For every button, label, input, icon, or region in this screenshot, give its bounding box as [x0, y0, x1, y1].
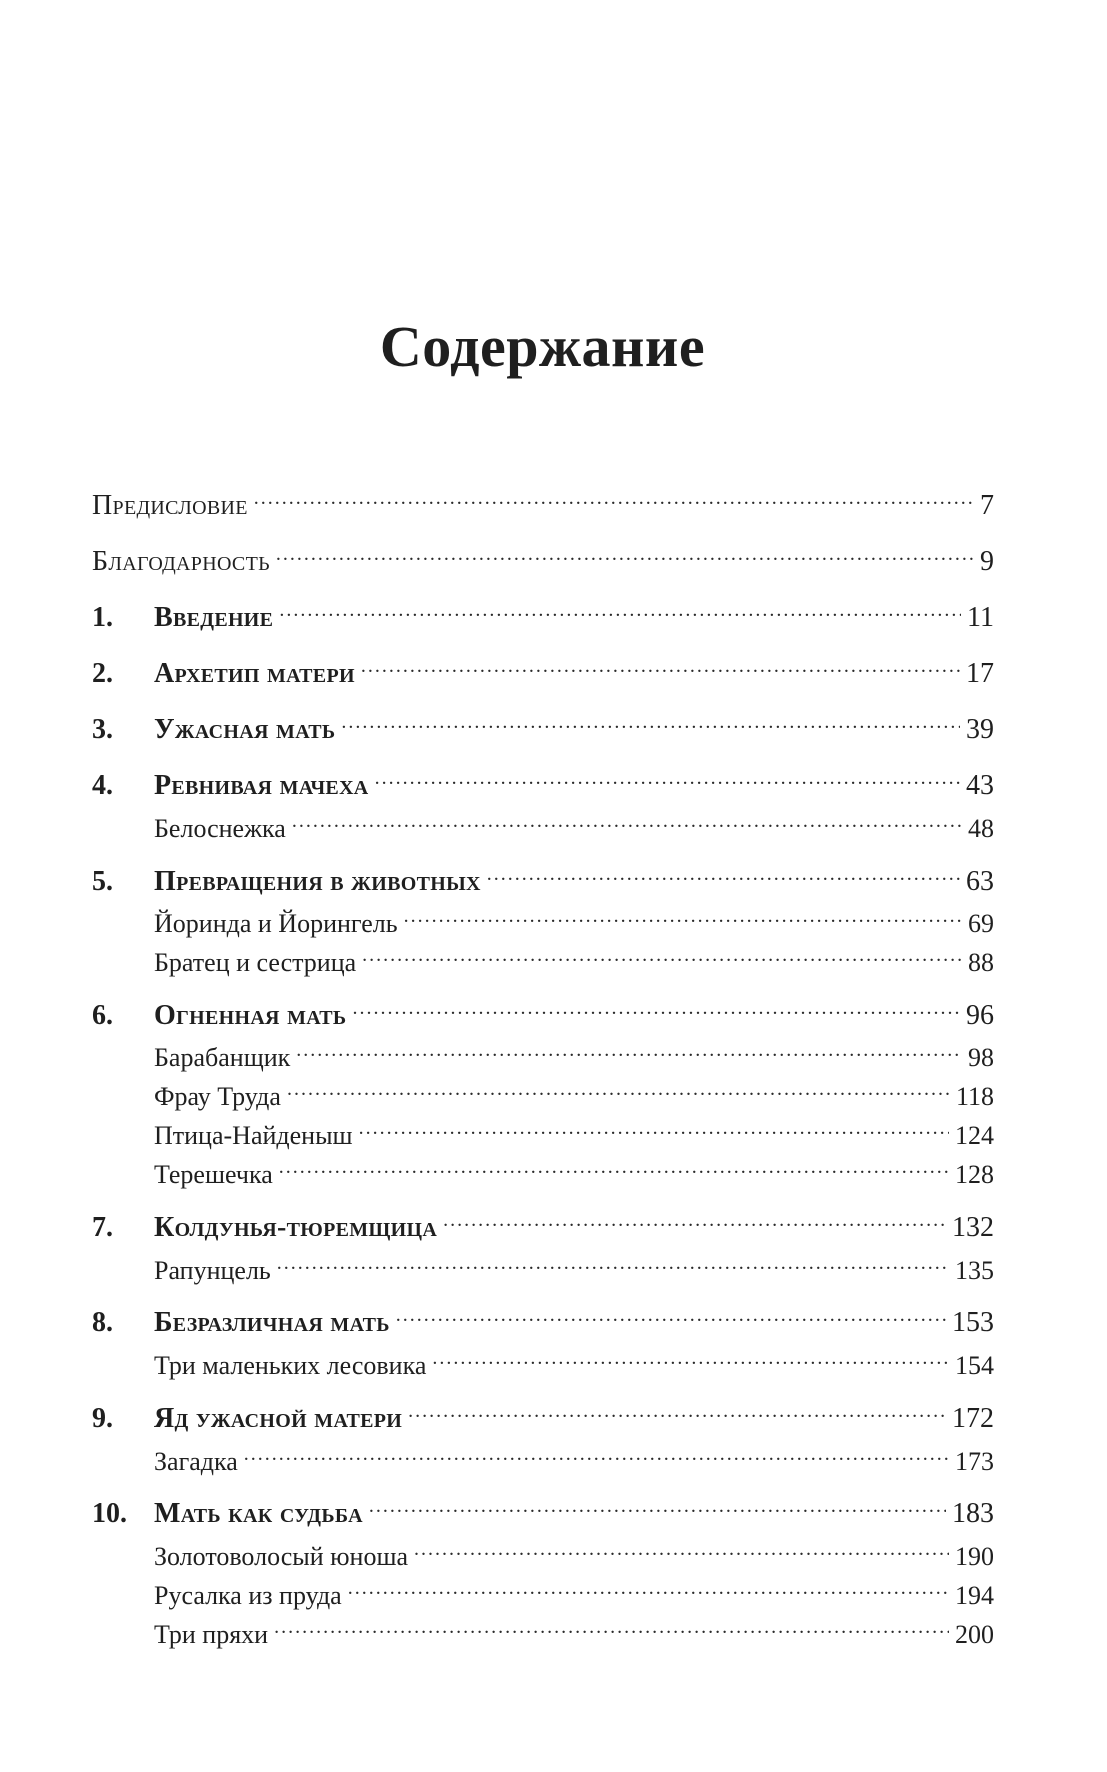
toc-leader: [279, 1149, 949, 1183]
toc-subentry[interactable]: [92, 1340, 994, 1383]
toc-entry-page: 88: [968, 948, 994, 977]
toc-entry[interactable]: [92, 1488, 994, 1531]
page-title: Содержание: [379, 314, 706, 379]
toc-entry-page: 132: [952, 1212, 994, 1243]
toc-subentry[interactable]: [92, 1071, 994, 1114]
toc-entry[interactable]: [92, 536, 994, 579]
toc-entry-number: 8.: [92, 1307, 113, 1338]
toc-subentry[interactable]: [92, 1436, 994, 1479]
toc-entry-page: 43: [966, 770, 994, 801]
toc-leader: [277, 1245, 949, 1279]
toc-entry-number: 1.: [92, 602, 113, 633]
toc-entry-page: 183: [952, 1498, 994, 1529]
toc-entry[interactable]: [92, 648, 994, 691]
toc-subentry[interactable]: [92, 1149, 994, 1192]
toc-entry-label: Колдунья-тюремщица: [154, 1212, 438, 1243]
toc-leader: [287, 1071, 950, 1105]
toc-entry-label: Золотоволосый юноша: [154, 1542, 409, 1571]
toc-entry-label: Загадка: [154, 1447, 238, 1476]
toc-entry-page: 39: [966, 714, 994, 745]
toc-leader: [487, 856, 960, 890]
toc-entry-label: Архетип матери: [154, 658, 355, 689]
toc-subentry[interactable]: [92, 1609, 994, 1652]
toc-leader: [432, 1340, 949, 1374]
toc-leader: [396, 1297, 946, 1331]
toc-entry-page: 153: [952, 1307, 994, 1338]
toc-entry-page: 190: [955, 1542, 994, 1571]
toc-entry-page: 69: [968, 909, 994, 938]
toc-entry-label: Русалка из пруда: [154, 1581, 342, 1610]
toc-entry-page: 172: [952, 1403, 994, 1434]
toc-entry-page: 173: [955, 1447, 994, 1476]
toc-leader: [244, 1436, 949, 1470]
toc-entry-label: Введение: [154, 602, 274, 633]
toc-entry-page: 9: [980, 546, 994, 577]
toc-subentry[interactable]: [92, 898, 994, 941]
toc-leader: [348, 1570, 949, 1604]
toc-leader: [414, 1531, 949, 1565]
toc-subentry[interactable]: [92, 1570, 994, 1613]
toc-entry[interactable]: [92, 1202, 994, 1245]
toc-leader: [359, 1110, 949, 1144]
toc-leader: [369, 1488, 946, 1522]
toc-leader: [296, 1032, 962, 1066]
toc-entry-label: Йоринда и Йорингель: [154, 909, 398, 938]
toc-entry-label: Белоснежка: [154, 814, 286, 843]
toc-entry-number: 6.: [92, 1000, 113, 1031]
toc-entry-label: Яд ужасной матери: [154, 1403, 403, 1434]
toc-leader: [443, 1202, 946, 1236]
toc-entry-number: 9.: [92, 1403, 113, 1434]
toc-leader: [276, 536, 974, 570]
toc-entry[interactable]: [92, 760, 994, 803]
toc-subentry[interactable]: [92, 1110, 994, 1153]
toc-entry-label: Мать как судьба: [154, 1498, 363, 1529]
toc-leader: [361, 648, 960, 682]
toc-entry-label: Предисловие: [92, 490, 248, 521]
toc-leader: [341, 704, 960, 738]
toc-entry-label: Ревнивая мачеха: [154, 770, 369, 801]
toc-entry-label: Превращения в животных: [154, 866, 481, 897]
toc-subentry[interactable]: [92, 1245, 994, 1288]
toc-entry-page: 7: [980, 490, 994, 521]
toc-entry-number: 7.: [92, 1212, 113, 1243]
toc-entry-page: 128: [955, 1160, 994, 1189]
toc-entry-label: Безразличная мать: [154, 1307, 390, 1338]
toc-leader: [408, 1393, 946, 1427]
toc-entry[interactable]: [92, 1297, 994, 1340]
toc-entry[interactable]: [92, 480, 994, 523]
toc-leader: [404, 898, 962, 932]
toc-entry-number: 5.: [92, 866, 113, 897]
toc-subentry[interactable]: [92, 937, 994, 980]
toc-entry-page: 118: [955, 1082, 994, 1111]
toc-entry-label: Терешечка: [154, 1160, 273, 1189]
toc-entry[interactable]: [92, 856, 994, 899]
toc-entry-label: Три пряхи: [154, 1620, 269, 1649]
toc-entry-page: 96: [966, 1000, 994, 1031]
toc-entry-label: Барабанщик: [154, 1043, 291, 1072]
toc-leader: [254, 480, 974, 514]
toc-leader: [279, 592, 961, 626]
toc-entry-label: Три маленьких лесовика: [154, 1351, 427, 1380]
toc-subentry[interactable]: [92, 1032, 994, 1075]
toc-entry-label: Братец и сестрица: [154, 948, 357, 977]
toc-entry-label: Рапунцель: [154, 1256, 271, 1285]
toc-entry-page: 17: [966, 658, 994, 689]
toc-entry-number: 4.: [92, 770, 113, 801]
toc-entry-label: Ужасная мать: [154, 714, 336, 745]
toc-entry-number: 10.: [92, 1498, 127, 1529]
toc-entry[interactable]: [92, 990, 994, 1033]
toc-subentry[interactable]: [92, 803, 994, 846]
toc-entry-label: Огненная мать: [154, 1000, 347, 1031]
toc-entry-page: 154: [955, 1351, 994, 1380]
toc-leader: [292, 803, 962, 837]
toc-leader: [274, 1609, 949, 1643]
toc-entry-page: 11: [967, 602, 994, 633]
toc-entry-page: 200: [955, 1620, 994, 1649]
toc-entry-label: Птица-Найденыш: [154, 1121, 353, 1150]
toc-entry-number: 3.: [92, 714, 113, 745]
toc-entry-page: 135: [955, 1256, 994, 1285]
toc-entry-page: 98: [968, 1043, 994, 1072]
toc-entry-page: 63: [966, 866, 994, 897]
toc-entry[interactable]: [92, 704, 994, 747]
toc-leader: [375, 760, 960, 794]
toc-entry-page: 194: [955, 1581, 994, 1610]
toc-entry-number: 2.: [92, 658, 113, 689]
toc-subentry[interactable]: [92, 1531, 994, 1574]
toc-entry-label: Фрау Труда: [154, 1082, 281, 1111]
toc-leader: [352, 990, 960, 1024]
toc-entry-page: 48: [968, 814, 994, 843]
toc-leader: [362, 937, 962, 971]
toc-entry[interactable]: [92, 592, 994, 635]
toc-entry-page: 124: [955, 1121, 994, 1150]
toc-entry[interactable]: [92, 1393, 994, 1436]
toc-entry-label: Благодарность: [92, 546, 270, 577]
